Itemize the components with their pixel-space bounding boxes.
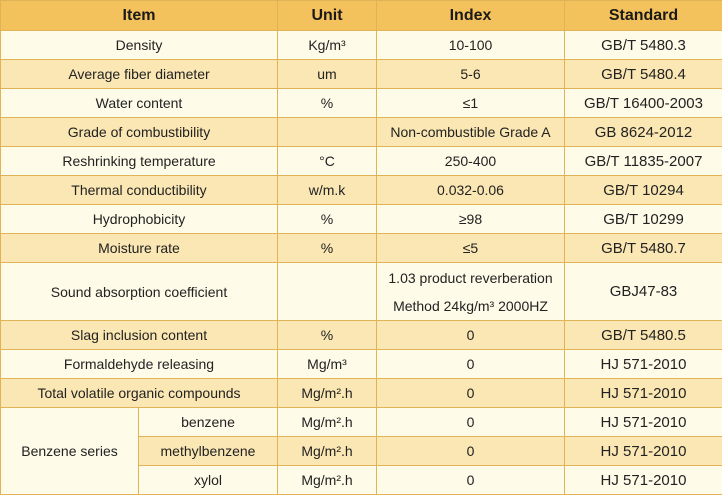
index-cell: 0 bbox=[377, 466, 565, 495]
standard-cell: GB/T 10299 bbox=[565, 205, 722, 234]
header-standard: Standard bbox=[565, 1, 722, 31]
unit-cell: Mg/m³ bbox=[278, 350, 377, 379]
table-row bbox=[1, 176, 722, 205]
unit-cell: Mg/m².h bbox=[278, 408, 377, 437]
standard-cell: HJ 571-2010 bbox=[565, 379, 722, 408]
item-cell: Grade of combustibility bbox=[1, 118, 278, 147]
table-row bbox=[1, 205, 722, 234]
standard-cell: HJ 571-2010 bbox=[565, 408, 722, 437]
standard-cell: GB/T 5480.7 bbox=[565, 234, 722, 263]
index-cell: 0 bbox=[377, 350, 565, 379]
index-cell: 0 bbox=[377, 437, 565, 466]
unit-cell: Mg/m².h bbox=[278, 379, 377, 408]
standard-cell: GB/T 16400-2003 bbox=[565, 89, 722, 118]
table-row bbox=[1, 234, 722, 263]
item-cell: Total volatile organic compounds bbox=[1, 379, 278, 408]
header-row bbox=[1, 1, 722, 31]
unit-cell: um bbox=[278, 60, 377, 89]
table-row bbox=[1, 321, 722, 350]
index-cell: 0 bbox=[377, 379, 565, 408]
item-cell: Formaldehyde releasing bbox=[1, 350, 278, 379]
table-row bbox=[1, 60, 722, 89]
index-cell: ≤1 bbox=[377, 89, 565, 118]
standard-cell: GB/T 5480.5 bbox=[565, 321, 722, 350]
item-cell: Water content bbox=[1, 89, 278, 118]
index-cell bbox=[377, 263, 565, 321]
standard-cell: GB/T 11835-2007 bbox=[565, 147, 722, 176]
standard-cell: HJ 571-2010 bbox=[565, 466, 722, 495]
table-row bbox=[1, 350, 722, 379]
standard-cell: HJ 571-2010 bbox=[565, 437, 722, 466]
table-row bbox=[1, 147, 722, 176]
standard-cell: GB 8624-2012 bbox=[565, 118, 722, 147]
standard-cell: GB/T 10294 bbox=[565, 176, 722, 205]
unit-cell: % bbox=[278, 205, 377, 234]
index-line-2: Method 24kg/m³ 2000HZ bbox=[393, 297, 548, 314]
unit-cell: % bbox=[278, 321, 377, 350]
sub-item-cell: xylol bbox=[139, 466, 278, 495]
unit-cell: Kg/m³ bbox=[278, 31, 377, 60]
item-cell: Thermal conductibility bbox=[1, 176, 278, 205]
standard-cell: GBJ47-83 bbox=[565, 263, 722, 321]
unit-cell bbox=[278, 263, 377, 321]
sub-item-cell: methylbenzene bbox=[139, 437, 278, 466]
table-row bbox=[1, 118, 722, 147]
table-row bbox=[1, 263, 722, 321]
header-index: Index bbox=[377, 1, 565, 31]
item-cell: Reshrinking temperature bbox=[1, 147, 278, 176]
table-row bbox=[1, 31, 722, 60]
header-unit: Unit bbox=[278, 1, 377, 31]
standard-cell: HJ 571-2010 bbox=[565, 350, 722, 379]
sub-item-cell: benzene bbox=[139, 408, 278, 437]
standard-cell: GB/T 5480.4 bbox=[565, 60, 722, 89]
standard-cell: GB/T 5480.3 bbox=[565, 31, 722, 60]
index-cell: ≥98 bbox=[377, 205, 565, 234]
index-cell: 250-400 bbox=[377, 147, 565, 176]
unit-cell bbox=[278, 118, 377, 147]
unit-cell: % bbox=[278, 89, 377, 118]
index-cell: 5-6 bbox=[377, 60, 565, 89]
table-row bbox=[1, 379, 722, 408]
table-row bbox=[1, 408, 722, 437]
unit-cell: % bbox=[278, 234, 377, 263]
index-cell: 0 bbox=[377, 321, 565, 350]
table-row bbox=[1, 89, 722, 118]
unit-cell: Mg/m².h bbox=[278, 437, 377, 466]
item-cell: Density bbox=[1, 31, 278, 60]
index-cell: 0 bbox=[377, 408, 565, 437]
index-cell: ≤5 bbox=[377, 234, 565, 263]
unit-cell: Mg/m².h bbox=[278, 466, 377, 495]
index-cell: 10-100 bbox=[377, 31, 565, 60]
item-cell: Hydrophobicity bbox=[1, 205, 278, 234]
unit-cell: °C bbox=[278, 147, 377, 176]
benzene-series-label: Benzene series bbox=[1, 408, 139, 495]
item-cell: Moisture rate bbox=[1, 234, 278, 263]
index-cell: 0.032-0.06 bbox=[377, 176, 565, 205]
header-item: Item bbox=[1, 1, 278, 31]
item-cell: Slag inclusion content bbox=[1, 321, 278, 350]
index-cell: Non-combustible Grade A bbox=[377, 118, 565, 147]
item-cell: Sound absorption coefficient bbox=[1, 263, 278, 321]
index-line-1: 1.03 product reverberation bbox=[388, 269, 553, 286]
unit-cell: w/m.k bbox=[278, 176, 377, 205]
item-cell: Average fiber diameter bbox=[1, 60, 278, 89]
